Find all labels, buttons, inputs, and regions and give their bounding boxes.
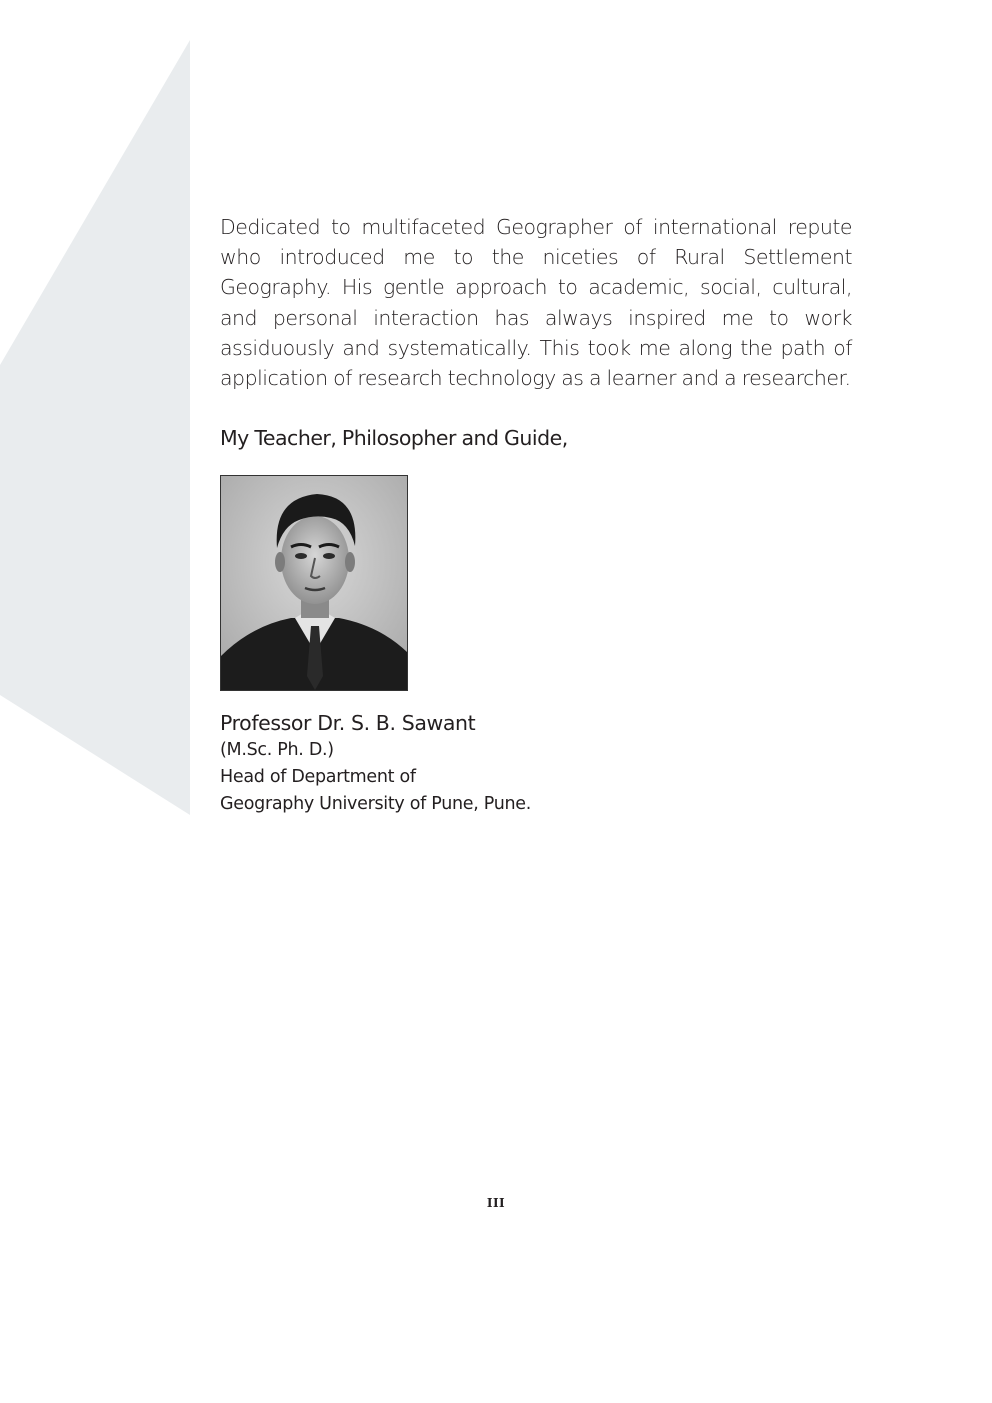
- dedicatee-portrait-photo: [220, 475, 408, 691]
- dedicatee-position-line-1: Head of Department of: [220, 767, 416, 788]
- page-number: III: [486, 1196, 506, 1210]
- dedication-paragraph: Dedicated to multifaceted Geographer of international repute who introduced me to the niceties of Rural Settlement Geography. His gentle approach to academic, social, cultural, and personal interaction has always inspired me to work assiduously and systematically. This took me along the path of application of research technology as a learner and a researcher.: [220, 215, 852, 391]
- dedication-salutation: My Teacher, Philosopher and Guide,: [220, 426, 568, 451]
- dedicatee-qualification: (M.Sc. Ph. D.): [220, 740, 334, 761]
- dedicatee-name: Professor Dr. S. B. Sawant: [220, 711, 476, 736]
- dedicatee-position-line-2: Geography University of Pune, Pune.: [220, 794, 532, 815]
- dedication-block: [220, 212, 852, 818]
